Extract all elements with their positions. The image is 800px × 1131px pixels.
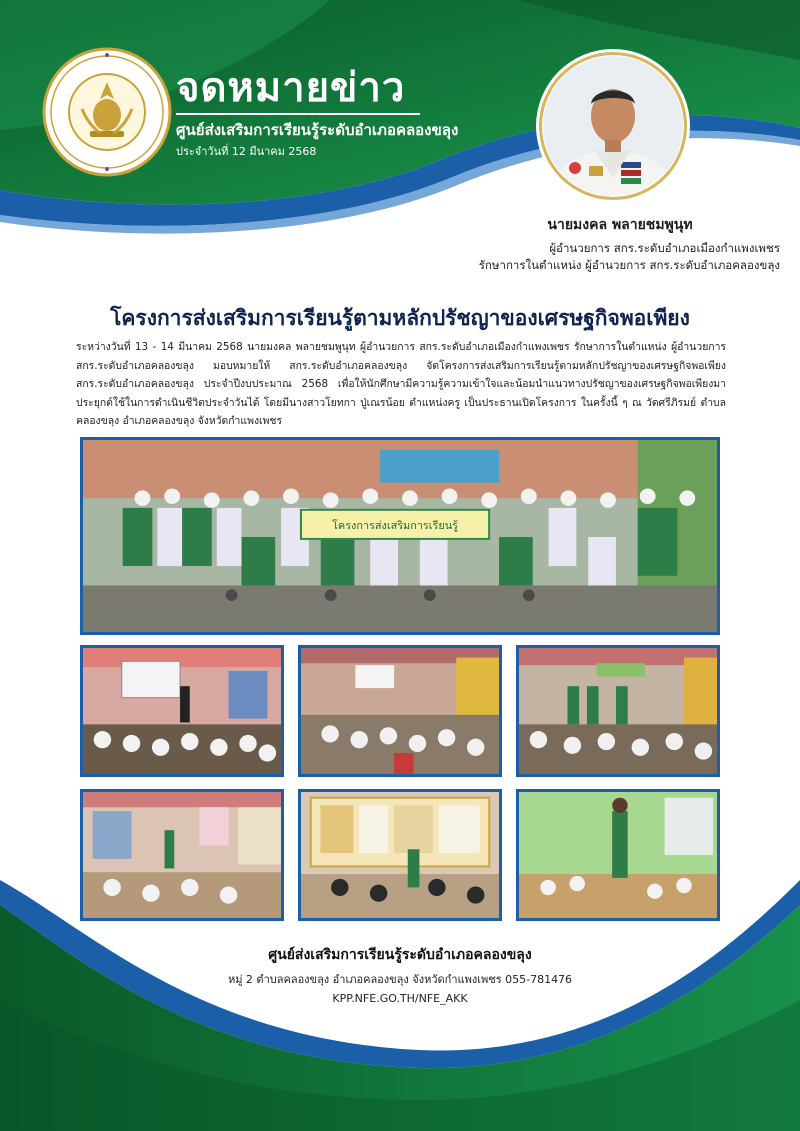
activity-photo-1: [80, 645, 284, 777]
photo-banner-text: โครงการส่งเสริมการเรียนรู้: [332, 519, 459, 533]
group-photo: [80, 437, 720, 635]
activity-photo-3: [516, 645, 720, 777]
center-name: ศูนย์ส่งเสริมการเรียนรู้ระดับอำเภอคลองขลุง: [176, 121, 459, 139]
director-name: นายมงคล พลายชมพูนุท: [547, 217, 693, 233]
director-position-line-2: รักษาการในตำแหน่ง ผู้อำนวยการ สกร.ระดับอำเภอคลองขลุง: [478, 258, 780, 272]
organization-logo: [42, 47, 172, 177]
title-underline: [176, 113, 420, 115]
director-portrait: [535, 48, 691, 204]
article-headline: โครงการส่งเสริมการเรียนรู้ตามหลักปรัชญาของเศรษฐกิจพอเพียง: [110, 306, 690, 330]
activity-photo-2: [298, 645, 502, 777]
newsletter-title: จดหมายข่าว: [176, 65, 406, 111]
footer-website[interactable]: KPP.NFE.GO.TH/NFE_AKK: [332, 992, 468, 1005]
activity-photo-5: [298, 789, 502, 921]
article-body: ระหว่างวันที่ 13 - 14 มีนาคม 2568 นายมงคล พลายชมพูนุท ผู้อำนวยการ สกร.ระดับอำเภอเมืองกำแพงเพชร รักษาการในตำแหน่ง ผู้อำนวยการ สกร.ระดับอำเภอคลองขลุง มอบหมายให้ สกร.ระดับอำเภอคลองขลุง จัดโครงการส่งเสริมการเรียนรู้ตามหลักปรัชญาของเศรษฐกิจพอเพียง สกร.ระดับอำเภอคลองขลุง ประจำปีงบประมาณ 2568 เพื่อให้นักศึกษามีความรู้ความเข้าใจและน้อมนำแนวทางปรัชญาของเศรษฐกิจพอเพียงมาประยุกต์ใช้ในการดำเนินชีวิตประจำวันได้ โดยมีนางสาวโยทกา ปู่เณรน้อย ตำแหน่งครู เป็นประธานเปิดโครงการ ในครั้งนี้ ๆ ณ วัดศรีภิรมย์ ตำบลคลองขลุง อำเภอคลองขลุง จังหวัดกำแพงเพชร: [76, 341, 726, 427]
director-position: [479, 240, 780, 274]
director-position-line-1: ผู้อำนวยการ สกร.ระดับอำเภอเมืองกำแพงเพชร: [549, 241, 780, 255]
activity-photo-4: [80, 789, 284, 921]
issue-date: ประจำวันที่ 12 มีนาคม 2568: [176, 145, 317, 158]
footer-address: หมู่ 2 ตำบลคลองขลุง อำเภอคลองขลุง จังหวัดกำแพงเพชร 055-781476: [227, 973, 573, 986]
activity-photo-6: [516, 789, 720, 921]
footer-organization: ศูนย์ส่งเสริมการเรียนรู้ระดับอำเภอคลองขลุง: [268, 947, 532, 963]
